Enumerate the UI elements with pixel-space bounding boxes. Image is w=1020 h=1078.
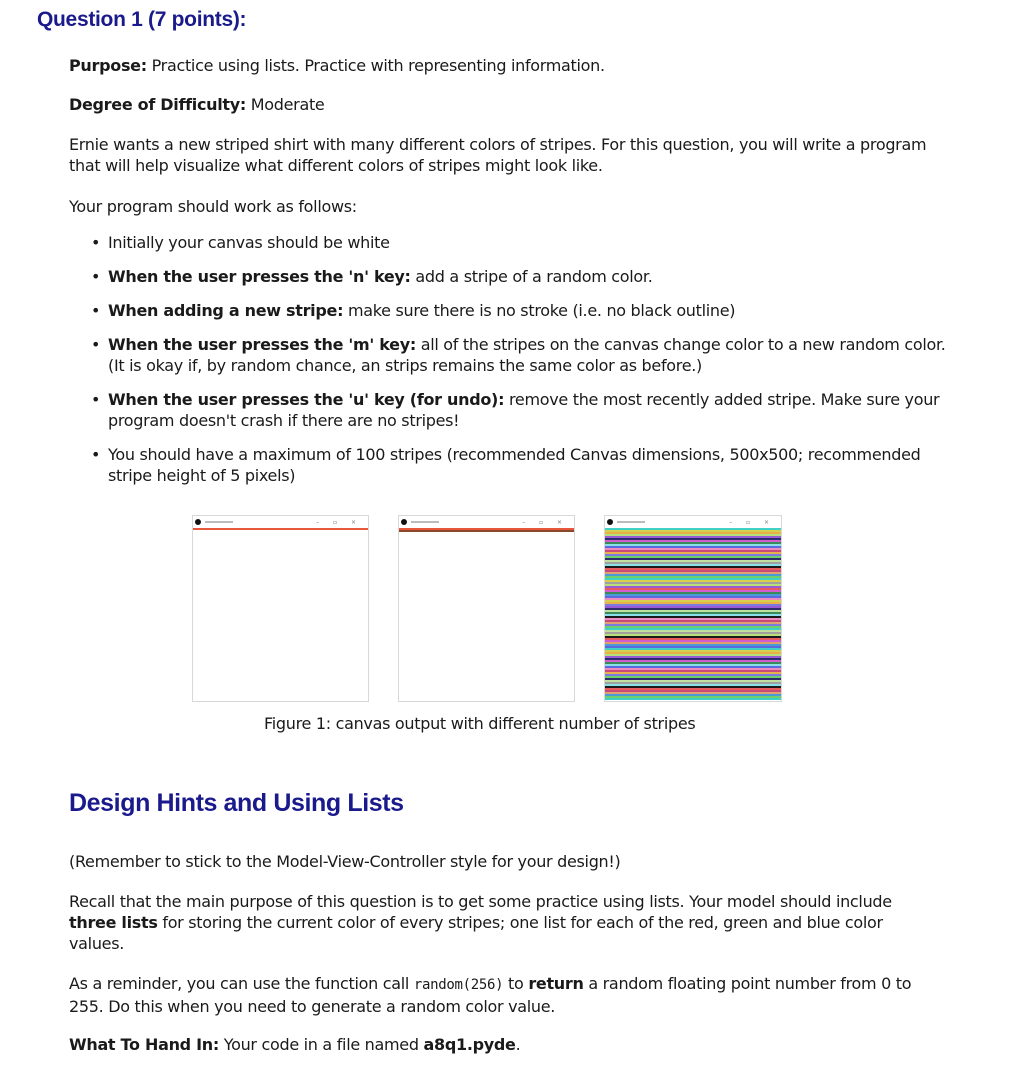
question-title: Question 1 (7 points):	[37, 8, 247, 31]
app-icon	[607, 519, 613, 525]
recall-paragraph: Recall that the main purpose of this question is to get some practice using lists. Your model should include three lists for storing the current color of every stripes; one list for each of the red, green and blue color values.	[69, 892, 892, 953]
random-paragraph: As a reminder, you can use the function call random(256) to return a random floating point number from 0 to 255. Do this when you need to generate a random color value.	[69, 974, 912, 1016]
canvas-screenshot-many-stripes	[604, 515, 782, 702]
window-controls-icon: – ▫ ×	[316, 519, 362, 526]
file-name: a8q1.pyde	[423, 1035, 516, 1054]
requirements-list	[88, 232, 948, 486]
difficulty-label: Degree of Difficulty:	[69, 95, 246, 114]
code-snippet: random(256)	[413, 977, 504, 993]
section-heading: Design Hints and Using Lists	[69, 789, 404, 817]
list-item: • When adding a new stripe: make sure there is no stroke (i.e. no black outline)	[91, 301, 736, 320]
app-icon	[195, 519, 201, 525]
purpose-line	[69, 55, 949, 76]
purpose-text: Practice using lists. Practice with representing information.	[146, 56, 605, 75]
list-item: • When the user presses the 'n' key: add a stripe of a random color.	[91, 267, 653, 286]
purpose-label: Purpose:	[69, 56, 147, 75]
app-icon	[401, 519, 407, 525]
difficulty-text: Moderate	[245, 95, 325, 114]
window-controls-icon: – ▫ ×	[522, 519, 568, 526]
work-intro: Your program should work as follows:	[69, 197, 357, 216]
window-title-bar	[399, 516, 574, 528]
stripes-area	[605, 528, 781, 700]
mvc-reminder: (Remember to stick to the Model-View-Controller style for your design!)	[69, 852, 621, 871]
list-item: • When the user presses the 'u' key (for undo): remove the most recently added stripe. Make sure your program doesn't crash if there are no stripes!	[91, 390, 940, 430]
figure-caption: Figure 1: canvas output with different number of stripes	[264, 714, 696, 733]
list-item: • Initially your canvas should be white	[91, 233, 390, 252]
difficulty-line	[69, 94, 949, 115]
intro-paragraph: Ernie wants a new striped shirt with many different colors of stripes. For this question, you will write a program that will help visualize what different colors of stripes might look like.	[69, 135, 927, 175]
list-item: • You should have a maximum of 100 stripes (recommended Canvas dimensions, 500x500; recommended stripe height of 5 pixels)	[91, 445, 921, 485]
window-title-bar	[193, 516, 368, 528]
window-controls-icon: – ▫ ×	[729, 519, 775, 526]
window-title-bar	[605, 516, 781, 528]
canvas-screenshot-one-stripe	[192, 515, 369, 702]
stripe	[399, 530, 574, 532]
list-item: • When the user presses the 'm' key: all of the stripes on the canvas change color to a new random color. (It is okay if, by random chance, an strips remains the same color as before.)	[91, 335, 946, 375]
canvas-screenshot-two-stripes	[398, 515, 575, 702]
stripe	[605, 698, 781, 700]
hand-in-line: What To Hand In: Your code in a file named a8q1.pyde.	[69, 1035, 521, 1054]
stripe	[193, 528, 368, 530]
